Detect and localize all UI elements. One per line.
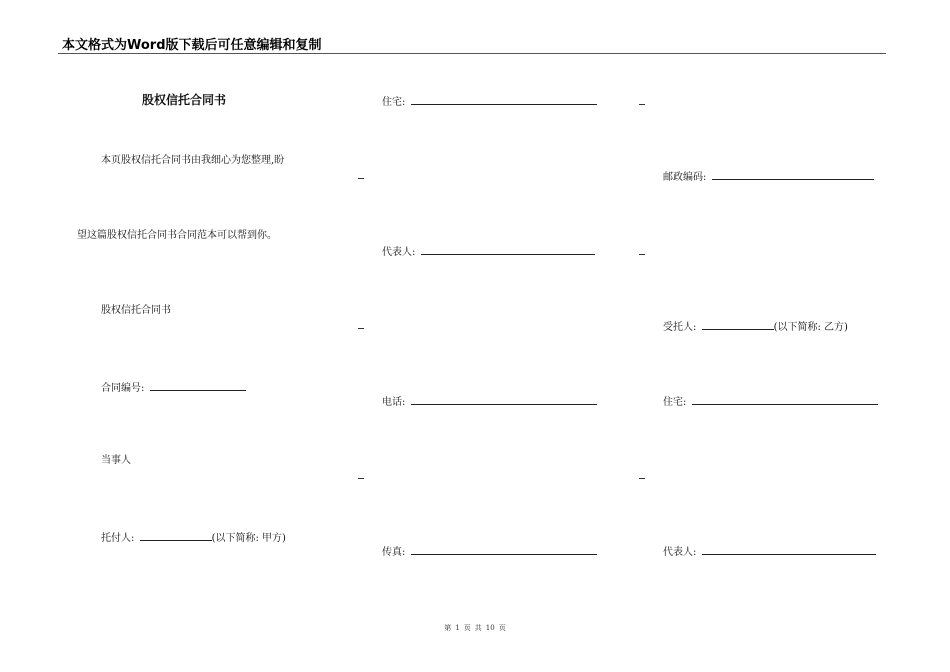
representative-blank-b[interactable] (702, 544, 876, 555)
phone-blank[interactable] (411, 394, 597, 405)
contract-number-blank[interactable] (150, 380, 246, 391)
contract-number-label: 合同编号: (101, 383, 145, 394)
dash-mark (358, 478, 364, 479)
dash-mark (358, 328, 364, 329)
trustee-suffix: (以下简称: 乙方) (773, 322, 848, 333)
phone-label: 电话: (382, 397, 406, 408)
footer-page-number: 1 (455, 624, 460, 632)
address-label-b: 住宅: (663, 397, 687, 408)
contract-number-row (101, 380, 246, 395)
dash-mark (639, 478, 645, 479)
representative-row-b (663, 544, 876, 559)
dash-mark (358, 178, 364, 179)
trustee-row (663, 319, 848, 334)
document-title: 股权信托合同书 (142, 93, 227, 107)
dash-mark (639, 104, 645, 105)
intro-line-2: 望这篇股权信托合同书合同范本可以帮到你。 (77, 230, 277, 241)
page-footer (0, 623, 950, 633)
trustor-label: 托付人: (101, 533, 135, 544)
representative-label-b: 代表人: (663, 547, 697, 558)
fax-label: 传真: (382, 547, 406, 558)
header-title: 本文格式为Word版下载后可任意编辑和复制 (62, 38, 322, 53)
trustee-label: 受托人: (663, 322, 697, 333)
address-blank-a[interactable] (411, 94, 597, 105)
postcode-blank[interactable] (712, 169, 874, 180)
address-row-a (382, 94, 597, 109)
address-blank-b[interactable] (692, 394, 878, 405)
intro-line-1: 本页股权信托合同书由我细心为您整理,盼 (101, 155, 285, 166)
footer-unit: 页 (498, 624, 506, 632)
footer-total-prefix: 共 (474, 624, 482, 632)
parties-label: 当事人 (101, 455, 131, 466)
footer-prefix: 第 (444, 624, 452, 632)
representative-blank-a[interactable] (421, 244, 595, 255)
trustor-row (101, 530, 286, 545)
trustee-blank[interactable] (702, 319, 774, 330)
phone-row (382, 394, 597, 409)
section-heading: 股权信托合同书 (101, 305, 171, 316)
footer-total-pages: 10 (485, 624, 495, 632)
dash-mark (639, 254, 645, 255)
representative-row-a (382, 244, 595, 259)
address-label-a: 住宅: (382, 97, 406, 108)
fax-row (382, 544, 597, 559)
representative-label-a: 代表人: (382, 247, 416, 258)
postcode-label: 邮政编码: (663, 172, 707, 183)
postcode-row (663, 169, 874, 184)
header-divider (58, 53, 886, 54)
address-row-b (663, 394, 878, 409)
fax-blank[interactable] (411, 544, 597, 555)
trustor-blank[interactable] (140, 530, 212, 541)
trustor-suffix: (以下简称: 甲方) (211, 533, 286, 544)
footer-unit: 页 (463, 624, 471, 632)
